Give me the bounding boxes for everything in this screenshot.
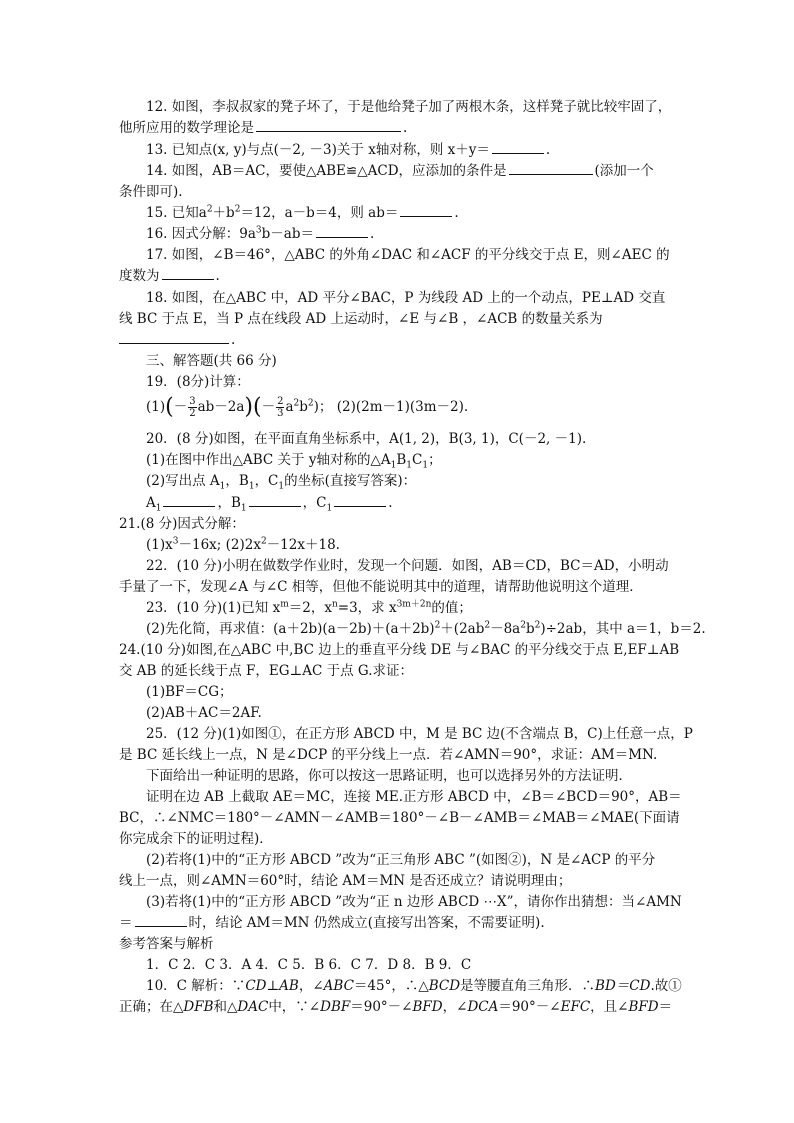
answers-heading: 参考答案与解析: [119, 936, 214, 952]
answer-blank[interactable]: [334, 493, 386, 507]
q14-line2: 条件即可).: [119, 184, 183, 200]
answers-line3: 正确；在△DFB和△DAC中，∵∠DBF＝90°－∠BFD，∠DCA＝90°－∠EFC，且∠BFD＝: [119, 999, 673, 1015]
q25-line7: (2)若将(1)中的“正方形 ABCD ”改为“正三角形 ABC ”(如图②)，N 是∠ACP 的平分: [146, 852, 656, 868]
q25-line10: ＝ 时，结论 AM＝MN 仍然成立(直接写出答案，不需要证明).: [119, 915, 545, 931]
q25-line3: 下面给出一种证明的思路，你可以按这一思路证明，也可以选择另外的方法证明．: [146, 768, 632, 784]
answer-blank[interactable]: [163, 493, 215, 507]
answer-blank[interactable]: [135, 913, 187, 927]
q23-line1: 23．(10 分)(1)已知 $x^m=2$，$x^n=3$，求 $x^{3m+2n}$的值；: [146, 599, 472, 616]
q25-line4: 证明在边 AB 上截取 AE＝MC，连接 ME.正方形 ABCD 中，∠B＝∠BCD＝90°，AB＝: [146, 789, 682, 805]
q17-line1: 17. 如图，∠B＝46°，△ABC 的外角∠DAC 和∠ACF 的平分线交于点 E，则∠AEC 的: [146, 247, 670, 263]
answer-blank[interactable]: [400, 203, 452, 217]
answer-blank[interactable]: [492, 140, 544, 154]
answer-blank[interactable]: [249, 493, 301, 507]
q22-line1: 22．(10 分)小明在做数学作业时，发现一个问题．如图，AB＝CD，BC＝AD，小明动: [146, 558, 669, 574]
q25-line9: (3)若将(1)中的“正方形 ABCD ”改为“正 n 边形 ABCD ⋯X”，请你作出猜想：当∠AMN: [146, 894, 682, 910]
q18-line1: 18. 如图，在△ABC 中，AD 平分∠BAC，P 为线段 AD 上的一个动点，PE⊥AD 交直: [146, 290, 666, 306]
q25-line2: 是 BC 延长线上一点，N 是∠DCP 的平分线上一点．若∠AMN＝90°，求证：AM＝MN.: [119, 747, 658, 763]
q24-line1: 24.(10 分)如图,在△ABC 中,BC 边上的垂直平分线 DE 与∠BAC 的平分线交于点 E,EF⊥AB: [119, 642, 680, 658]
q19-line1: 19．(8分)计算：: [146, 374, 250, 390]
q24-line4: (2)AB＋AC＝2AF.: [146, 705, 262, 721]
q16-line: 16. 因式分解：$9a^3b-ab=$ .: [146, 225, 375, 242]
paren: (: [165, 394, 174, 420]
q15-line: 15. 已知$a^2+b^2=12$，a－b＝4，则 ab＝ .: [146, 204, 459, 221]
fraction: $\frac{2}{3}$: [277, 396, 284, 419]
paren: )(: [244, 394, 262, 420]
q12-line1: [146, 97, 671, 117]
q25-line8: 线上一点，则∠AMN＝60°时，结论 AM＝MN 是否还成立？请说明理由；: [119, 873, 572, 889]
q20-line4: $A_1$ ，$B_1$ ，$C_1$ .: [146, 495, 393, 514]
q25-line6: 你完成余下的证明过程)．: [119, 831, 273, 847]
q18-line3: .: [119, 330, 235, 350]
q20-line3: (2)写出点 $A_1$，$B_1$，$C_1$的坐标(直接写答案)：: [146, 473, 417, 492]
answer-blank[interactable]: [509, 161, 593, 175]
section-heading: 三、解答题(共 66 分): [146, 353, 277, 369]
answers-line1: 1．C 2．C 3．A 4．C 5．B 6．C 7．D 8．B 9．C: [146, 957, 472, 973]
q20-line2: (1)在图中作出△ABC 关于 y轴对称的$\triangle A_1B_1C_1$；: [146, 452, 442, 471]
q17-line2: 度数为 .: [119, 268, 220, 284]
answers-line2: 10．C 解析：∵CD⊥AB，∠ABC＝45°，∴△BCD是等腰直角三角形．∴BD＝CD.故①: [146, 978, 682, 994]
answer-blank[interactable]: [316, 224, 368, 238]
q18-line2: 线 BC 于点 E，当 P 点在线段 AD 上运动时，∠E 与∠B ，∠ACB 的数量关系为: [119, 311, 603, 327]
answer-blank[interactable]: [162, 266, 214, 280]
q20-line1: 20．(8 分)如图，在平面直角坐标系中，A(1, 2)，B(3, 1)，C(－2, －1).: [146, 431, 587, 447]
q19-line2: (1)(－ $\frac{3}{2}$ ab－2a)(－ $\frac{2}{3}$ $a^2b^2$)； (2)(2m－1)(3m－2).: [146, 394, 469, 420]
q12-line2: 他所应用的数学理论是 .: [119, 120, 408, 136]
q21-line1: 21.(8 分)因式分解：: [119, 516, 245, 532]
q25-line1: 25．(12 分)(1)如图①，在正方形 ABCD 中，M 是 BC 边(不含端点 B，C)上任意一点，P: [146, 726, 693, 742]
q25-line5: BC，∴∠NMC＝180°－∠AMN－∠AMB＝180°－∠B－∠AMB＝∠MAB＝∠MAE(下面请: [119, 810, 680, 826]
q12-text: 12. 如图，李叔叔家的凳子坏了，于是他给凳子加了两根木条，这样凳子就比较牢固了，: [146, 99, 672, 115]
fraction: $\frac{3}{2}$: [189, 396, 196, 419]
q13-line: 13. 已知点(x, y)与点(－2, －3)关于 x轴对称，则 x＋y＝ .: [146, 142, 551, 158]
q24-line3: (1)BF＝CG；: [146, 684, 233, 700]
q23-line2: (2)先化简，再求值：$(a+2b)(a-2b)+(a+2b)^2+(2ab^2-8a^2b^2)\div 2ab$，其中 a＝1，b＝2.: [146, 620, 706, 637]
answer-blank[interactable]: [256, 118, 401, 132]
q24-line2: 交 AB 的延长线于点 F，EG⊥AC 于点 G.求证：: [119, 663, 414, 679]
q14-line1: 14. 如图，AB＝AC，要使△ABE≌△ACD，应添加的条件是 (添加一个: [146, 163, 654, 179]
q21-line2: $(1)x^3-16x$; $(2)2x^2-12x+18$.: [146, 536, 340, 553]
answer-blank[interactable]: [119, 330, 229, 344]
q22-line2: 手量了一下，发现∠A 与∠C 相等，但他不能说明其中的道理，请帮助他说明这个道理．: [119, 579, 643, 595]
